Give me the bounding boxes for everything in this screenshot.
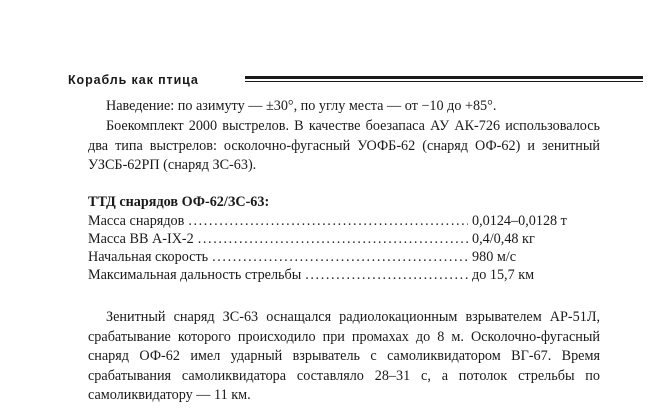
- spec-value: 0,4/0,48 кг: [472, 231, 535, 247]
- paragraph-fuse: Зенитный снаряд ЗС-63 оснащался радиолокационным взрывателем АР-51Л, срабатывание которого происходило при промахах до 8 м. Осколочно-фугасный снаряд ОФ-62 имел ударный взрыватель с самоликвидатором ВГ-67. Время срабатывания самоликвидатора составляло 28–31 с, а потолок стрельбы по самоликвидатору — 11 км.: [88, 309, 600, 403]
- spec-label: Масса ВВ А-IX-2: [88, 231, 194, 247]
- dot-leader: [212, 248, 468, 266]
- spec-label: Начальная скорость: [88, 249, 209, 265]
- paragraph-aiming: Наведение: по азимуту — ±30°, по углу места — от −10 до +85°.: [106, 98, 497, 114]
- header-rule-thick: [245, 76, 643, 79]
- spec-row: [88, 266, 600, 284]
- paragraph-ammo-block: [88, 117, 600, 176]
- dot-leader: [188, 212, 468, 230]
- spec-row: [88, 230, 600, 248]
- spec-value: 980 м/с: [472, 249, 517, 265]
- header-rule-thin: [245, 81, 643, 82]
- paragraph-aiming-block: [88, 97, 600, 117]
- dot-leader: [305, 266, 468, 284]
- spec-label: Максимальная дальность стрельбы: [88, 267, 302, 283]
- paragraph-ammo: Боекомплект 2000 выстрелов. В качестве боезапаса АУ АК-726 использовалось два типа выстрелов: осколочно-фугасный УОФБ-62 (снаряд ОФ-62) и зенитный УЗСБ-62РП (снаряд ЗС-63).: [88, 118, 600, 173]
- spec-table-title: ТТД снарядов ОФ-62/ЗС-63:: [88, 194, 270, 210]
- spec-label: Масса снарядов: [88, 213, 185, 229]
- paragraph-fuse-block: [88, 308, 600, 406]
- header-rule: [245, 76, 643, 83]
- spec-value: 0,0124–0,0128 т: [472, 213, 567, 229]
- running-header-title: Корабль как птица: [68, 73, 199, 87]
- spec-table: [88, 193, 600, 284]
- dot-leader: [198, 230, 468, 248]
- spec-row: [88, 212, 600, 230]
- spec-value: до 15,7 км: [472, 267, 535, 283]
- running-header: [68, 72, 643, 90]
- spec-row: [88, 248, 600, 266]
